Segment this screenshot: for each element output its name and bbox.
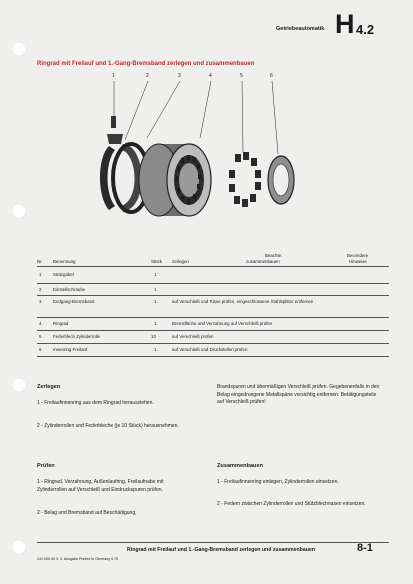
callout-1: 1 xyxy=(112,73,115,79)
table-row-name: Federblech Zylinderrolle xyxy=(53,334,101,339)
table-row-qty: 1 xyxy=(154,287,157,292)
page-number: 8-1 xyxy=(357,542,373,554)
col-header-disassemble: zerlegen xyxy=(172,259,189,264)
punch-hole xyxy=(12,378,26,392)
col-header-nr: Nr. xyxy=(37,259,43,264)
adjusting-screw-part xyxy=(111,116,116,128)
table-row-note: Bremsfläche und Verzahnung auf Verschleiß prüfen xyxy=(172,321,273,326)
assemble-step: 1 - Freilaufinnenring einlegen, Zylinderrollen einsetzen. xyxy=(217,479,339,485)
table-row-nr: 5 xyxy=(39,334,42,339)
table-row-qty: 1 xyxy=(154,321,157,326)
table-row-qty: 1 xyxy=(154,347,157,352)
table-rule xyxy=(37,330,389,331)
table-row-name: Innenring Freilauf xyxy=(53,347,88,352)
punch-hole xyxy=(12,42,26,56)
table-row-note: auf Verschleiß und Druckstellen prüfen xyxy=(172,347,248,352)
footer-title: Ringrad mit Freilauf und 1.-Gang-Bremsband zerlegen und zusammenbauen xyxy=(127,547,315,553)
table-row-nr: 3 xyxy=(39,299,42,304)
disassemble-step: 2 - Zylinderrollen und Federbleche (je 10 Stück) herausnehmen. xyxy=(37,423,179,429)
table-row-qty: 1 xyxy=(154,272,157,277)
col-header-name: Benennung xyxy=(53,259,76,264)
page-title: Ringrad mit Freilauf und 1.-Gang-Bremsband zerlegen und zusammenbauen xyxy=(37,61,255,67)
disassemble-step: 1 - Freilaufinnenring aus dem Ringrad herausziehen. xyxy=(37,400,154,406)
section-heading-inspect: Prüfen xyxy=(37,463,55,469)
support-fork-part xyxy=(107,134,123,144)
table-row-note: auf Verschleiß prüfen xyxy=(172,334,214,339)
punch-hole xyxy=(12,540,26,554)
section-heading-disassemble: Zerlegen xyxy=(37,384,61,390)
table-rule xyxy=(37,356,389,357)
table-row-nr: 1 xyxy=(39,272,42,277)
col-header-note: Beachte: xyxy=(265,253,283,258)
rollers-part xyxy=(229,152,261,207)
table-row-qty: 10 xyxy=(151,334,156,339)
section-heading-assemble: Zusammenbauen xyxy=(217,463,264,469)
table-row-name: Ringrad xyxy=(53,321,69,326)
footer-rule xyxy=(37,542,389,543)
table-rule xyxy=(37,266,389,267)
table-row-nr: 6 xyxy=(39,347,42,352)
table-rule xyxy=(37,295,389,296)
callout-6: 6 xyxy=(270,73,273,79)
col-header-assemble: zusammenbauen xyxy=(246,259,280,264)
table-row-nr: 2 xyxy=(39,287,42,292)
footer-imprint: 131.000.00 V. 4. Ausgabe Printed in Germany 9.75 xyxy=(37,557,118,561)
inspect-step: 1 - Ringrad, Verzahnung, Außenlaufring, Freilaufnabe mit Zylinderrollen auf Verschleiß und Eindruckspuren prüfen. xyxy=(37,479,164,493)
section-number: 4.2 xyxy=(356,22,375,37)
inspect-step: 2 - Belag und Bremsband auf Beschädigung, xyxy=(37,510,137,516)
col-header-remarks: Hinweise xyxy=(349,259,367,264)
table-row-name: Stützgabel xyxy=(53,272,74,277)
section-label: Getriebeautomatik xyxy=(276,26,325,32)
table-rule xyxy=(37,283,389,284)
callout-2: 2 xyxy=(146,73,149,79)
table-rule xyxy=(37,343,389,344)
table-row-nr: 4 xyxy=(39,321,42,326)
table-rule xyxy=(37,317,389,318)
section-letter: H xyxy=(335,9,354,39)
table-row-name: Endgang-Bremsband xyxy=(53,299,95,304)
callout-5: 5 xyxy=(240,73,243,79)
callout-3: 3 xyxy=(178,73,181,79)
punch-hole xyxy=(12,204,26,218)
parts-exploded-view xyxy=(85,78,300,228)
col-header-qty: Stück xyxy=(151,259,162,264)
table-row-name: Einstellschraube xyxy=(53,287,86,292)
callout-4: 4 xyxy=(209,73,212,79)
table-row-note: auf Verschleiß und Risse prüfen, eingeschlossene Stahlsplitter entfernen xyxy=(172,299,314,304)
assemble-step: 2 - Federn zwischen Zylinderrollen und Stützblechnasen einsetzen. xyxy=(217,501,366,507)
inspection-note: Brandspuren und übermäßigen Verschleiß prüfen. Gegebenenfalls in den Belag eingedrungene Metallspäne vorsichtig entfernen. Betätigungsteile auf Verschleiß prüfen! xyxy=(217,384,380,406)
col-header-special: Besondere xyxy=(347,253,369,258)
table-row-qty: 1 xyxy=(154,299,157,304)
